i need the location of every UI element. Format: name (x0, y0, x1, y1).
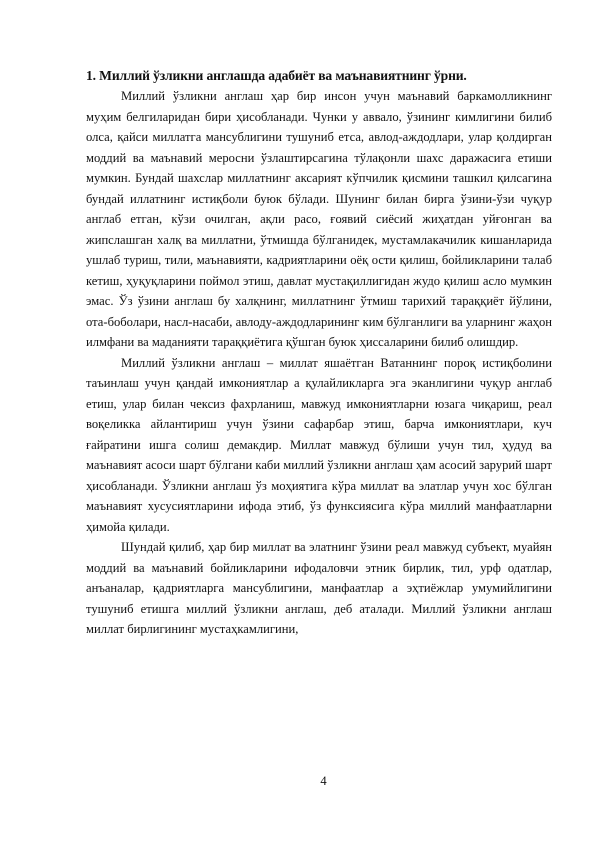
document-page (86, 66, 552, 640)
page-number: 4 (320, 774, 327, 788)
body-paragraph: Шундай қилиб, ҳар бир миллат ва элатнинг ўзини реал мавжуд субъект, муайян моддий ва маънавий бойликларини ифодаловчи этник бирлик, тил, урф одатлар, анъаналар, қадриятларга мансублигини, манфаатлар а эҳтиёжлар умумийлигини тушуниб етишга миллий ўзликни англаш, деб аталади. Миллий ўзликни англаш миллат бирлигининг мустаҳкамлигини, (86, 540, 552, 636)
section-heading: 1. Миллий ўзликни англашда адабиёт ва маънавиятнинг ўрни. (86, 68, 467, 83)
body-paragraph: Миллий ўзликни англаш ҳар бир инсон учун маънавий баркамолликнинг муҳим белгиларидан бири ҳисобланади. Чунки у аввало, ўзининг кимлигини билиб олса, қайси миллатга мансублигини тушуниб етса, авлод-аждодлари, улар қолдирган моддий ва маънавий меросни ўзлаштирсагина тўлақонли шахс даражасига етиши мумкин. Бундай шахслар миллатнинг аксарият кўпчилик қисмини ташкил қилсагина бундай иллатнинг истиқболи буюк бўлади. Шунинг билан бирга ўзини-ўзи чуқур англаб етган, кўзи очилган, ақли расо, ғоявий сиёсий жиҳатдан уйғонган ва жипслашган халқ ва миллатни, ўтмишда бўлганидек, мустамлакачилик кишанларида ушлаб туриш, тили, маънавияти, кадриятларини оёқ ости қилиш, бойликларини талаб кетиш, ҳуқуқларини поймол этиш, давлат мустақиллигидан жудо қилиш асло мумкин эмас. Ўз ўзини англаш бу халқнинг, миллатнинг ўтмиш тарихий тараққиёт йўлини, ота-боболари, насл-насаби, авлоду-аждодларининг ким бўлганлиги ва уларнинг жаҳон илмфани ва маданияти тараққиётига қўшган буюк ҳиссаларини билиб олишдир. (86, 89, 552, 349)
body-paragraph: Миллий ўзликни англаш – миллат яшаётган Ватаннинг пороқ истиқболини таъинлаш учун қандай имкониятлар а қулайликларга эга эканлигини чуқур англаб етиш, улар билан чексиз фахрланиш, мавжуд имкониятларни юзага чиқариш, реал воқеликка айлантириш учун ўзини сафарбар этиш, барча имкониятлари, куч ғайратини ишга солиш демакдир. Миллат мавжуд бўлиши учун тил, ҳудуд ва маънавият асоси шарт бўлгани каби миллий ўзликни англаш ҳам асосий зарурий шарт ҳисобланади. Ўзликни англаш ўз моҳиятига кўра миллат ва элатлар учун хос бўлган маънавият хусусиятларини ифода этиб, ўз функсиясига кўра миллий манфаатларни ҳимойа қилади. (86, 355, 552, 534)
